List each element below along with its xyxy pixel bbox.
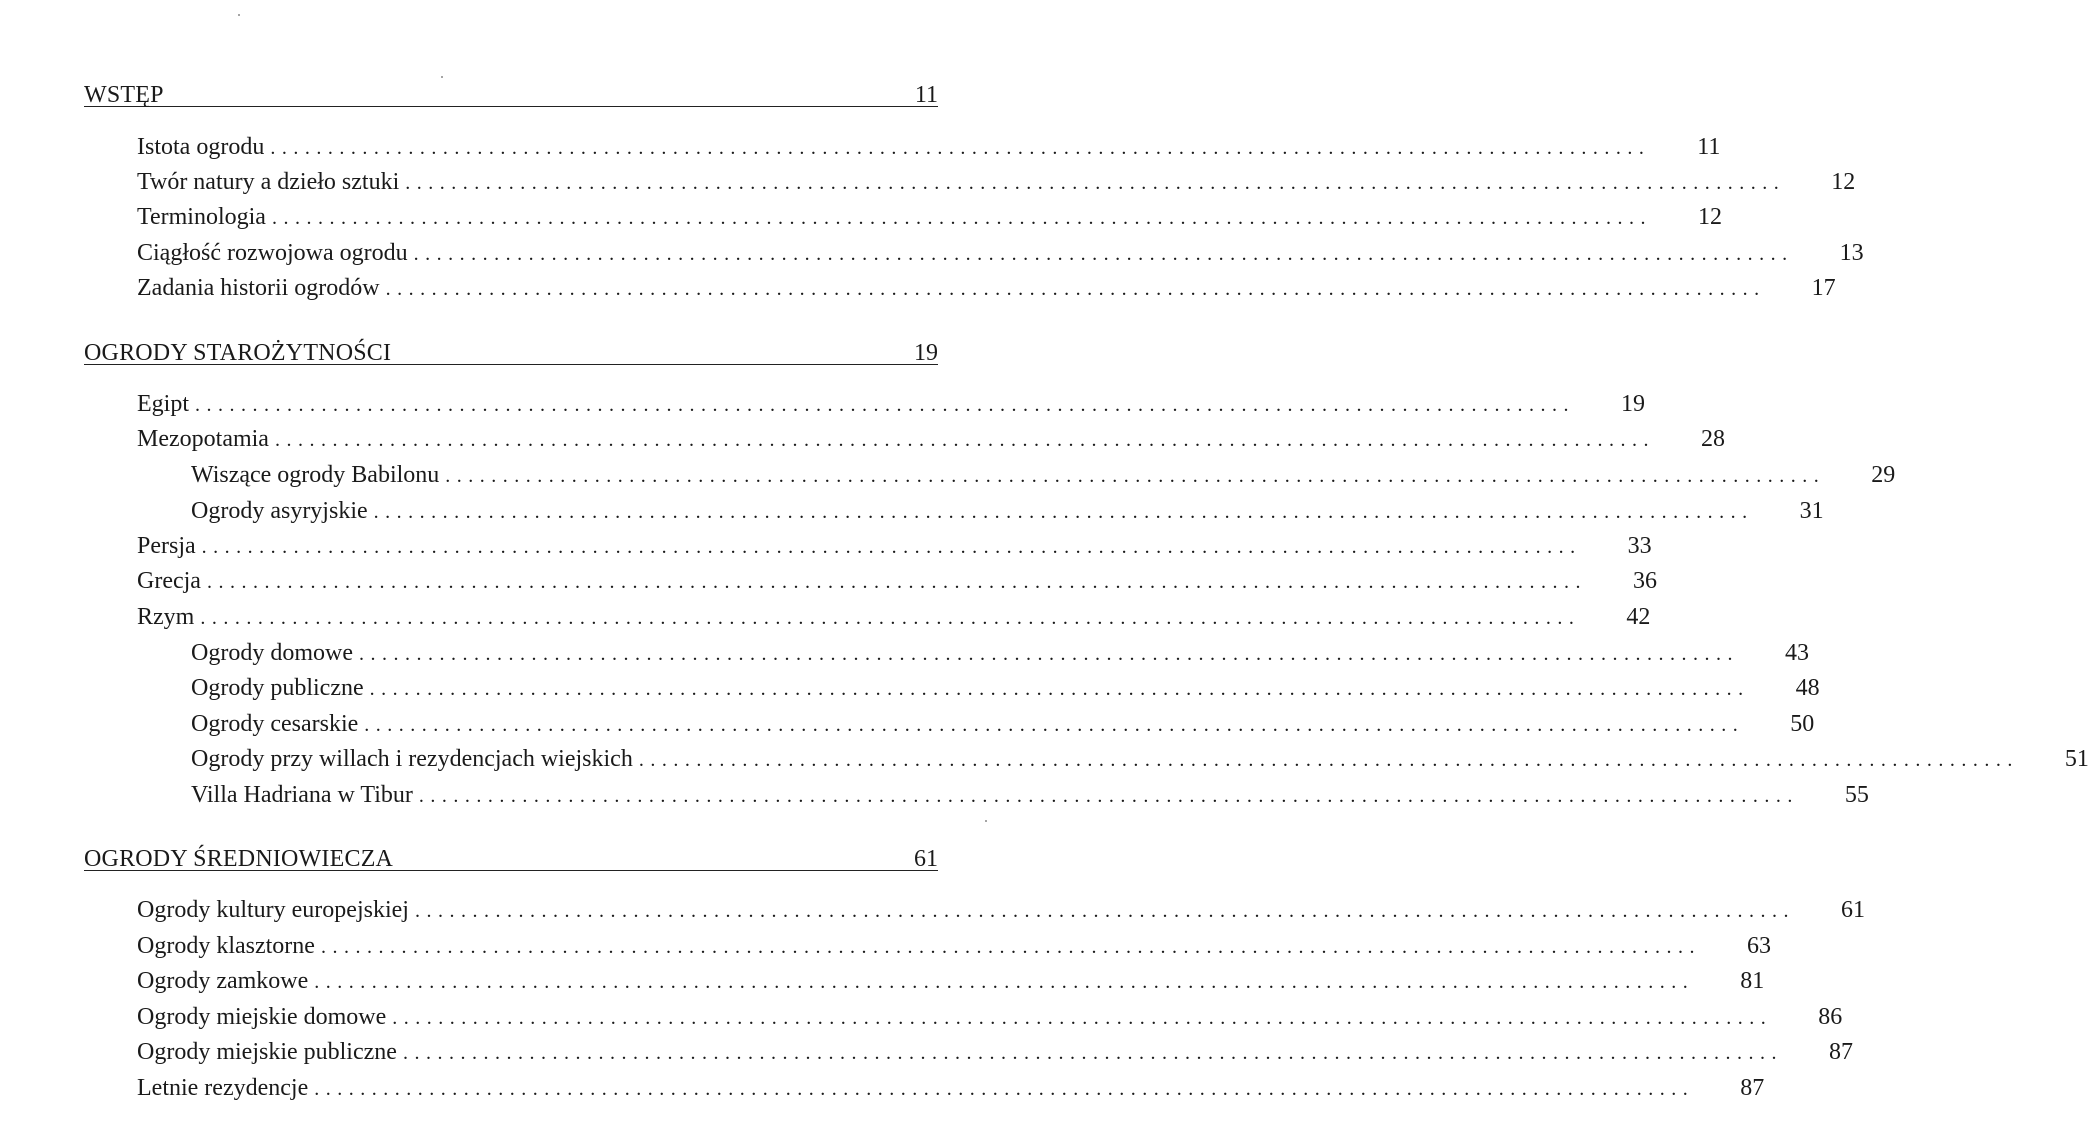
entry-page-number: 33 [1627, 533, 1652, 559]
entry-label: Ogrody asyryjskie [191, 498, 368, 524]
toc-entry [137, 387, 1645, 421]
dot-leader: ........................................................................................................................ [373, 501, 1754, 523]
dot-leader: ........................................................................................................................ [418, 785, 1799, 807]
entry-page-number: 13 [1839, 240, 1864, 266]
entry-label: Mezopotamia [137, 426, 269, 452]
dot-leader: ........................................................................................................................ [206, 571, 1587, 593]
section-page-number: 19 [914, 340, 938, 366]
dot-leader: ........................................................................................................................ [413, 243, 1794, 265]
entry-label: Twór natury a dzieło sztuki [137, 169, 400, 195]
dot-leader: ........................................................................................................................ [392, 1007, 1773, 1029]
section-heading [84, 840, 938, 871]
toc-subentry [191, 494, 1824, 528]
section-heading [84, 334, 938, 365]
toc-entry [137, 893, 1865, 927]
entry-label: Ciągłość rozwojowa ogrodu [137, 240, 408, 266]
section-title: OGRODY ŚREDNIOWIECZA [84, 846, 394, 872]
toc-entry [137, 964, 1765, 998]
toc-entry [137, 564, 1657, 598]
entry-label: Ogrody przy willach i rezydencjach wiejskich [191, 746, 633, 772]
toc-entry [137, 600, 1651, 634]
entry-label: Ogrody cesarskie [191, 711, 359, 737]
entry-label: Wiszące ogrody Babilonu [191, 462, 440, 488]
dot-leader: ........................................................................................................................ [414, 900, 1795, 922]
entry-label: Ogrody publiczne [191, 675, 364, 701]
entry-page-number: 42 [1626, 604, 1651, 630]
entry-label: Letnie rezydencje [137, 1075, 309, 1101]
entry-page-number: 61 [1840, 897, 1865, 923]
dot-leader: ........................................................................................................................ [638, 749, 2019, 771]
toc-entry [137, 236, 1864, 270]
section-heading [84, 76, 938, 107]
toc-entry [137, 1035, 1853, 1069]
entry-label: Zadania historii ogrodów [137, 275, 380, 301]
entry-label: Ogrody kultury europejskiej [137, 897, 409, 923]
scan-speck [238, 14, 240, 16]
dot-leader: ........................................................................................................................ [385, 278, 1766, 300]
entry-label: Villa Hadriana w Tibur [191, 782, 413, 808]
entry-page-number: 87 [1828, 1039, 1853, 1065]
dot-leader: ........................................................................................................................ [195, 394, 1575, 416]
dot-leader: ........................................................................................................................ [445, 465, 1826, 487]
entry-label: Ogrody miejskie publiczne [137, 1039, 397, 1065]
toc-entry [137, 200, 1722, 234]
toc-subentry [191, 671, 1820, 705]
section-title: WSTĘP [84, 82, 164, 108]
section-page-number: 11 [914, 82, 938, 108]
entry-label: Ogrody miejskie domowe [137, 1004, 387, 1030]
dot-leader: ........................................................................................................................ [320, 936, 1701, 958]
dot-leader: ........................................................................................................................ [270, 137, 1651, 159]
scan-speck [985, 820, 987, 822]
toc-subentry [191, 458, 1896, 492]
section-title: OGRODY STAROŻYTNOŚCI [84, 340, 392, 366]
entry-label: Rzym [137, 604, 195, 630]
entry-label: Ogrody domowe [191, 640, 353, 666]
toc-subentry [191, 778, 1869, 812]
dot-leader: ........................................................................................................................ [358, 643, 1739, 665]
entry-page-number: 63 [1746, 933, 1771, 959]
entry-page-number: 55 [1844, 782, 1869, 808]
dot-leader: ........................................................................................................................ [405, 172, 1786, 194]
toc-entry [137, 1071, 1765, 1105]
toc-subentry [191, 742, 2089, 776]
entry-page-number: 43 [1784, 640, 1809, 666]
dot-leader: ........................................................................................................................ [314, 971, 1695, 993]
scan-speck [441, 76, 443, 78]
entry-page-number: 87 [1740, 1075, 1765, 1101]
entry-page-number: 11 [1697, 134, 1721, 160]
entry-label: Grecja [137, 568, 201, 594]
toc-entry [137, 165, 1856, 199]
entry-page-number: 81 [1740, 968, 1765, 994]
dot-leader: ........................................................................................................................ [271, 207, 1652, 229]
toc-entry [137, 1000, 1843, 1034]
dot-leader: ........................................................................................................................ [201, 536, 1582, 558]
toc-entry [137, 130, 1721, 164]
entry-page-number: 31 [1799, 498, 1824, 524]
toc-entry [137, 929, 1771, 963]
entry-label: Ogrody zamkowe [137, 968, 309, 994]
entry-page-number: 29 [1871, 462, 1896, 488]
dot-leader: ........................................................................................................................ [364, 714, 1745, 736]
entry-label: Ogrody klasztorne [137, 933, 315, 959]
entry-page-number: 50 [1790, 711, 1815, 737]
entry-label: Egipt [137, 391, 189, 417]
section-page-number: 61 [914, 846, 938, 872]
entry-page-number: 51 [2064, 746, 2089, 772]
toc-subentry [191, 636, 1809, 670]
toc-entry [137, 271, 1836, 305]
dot-leader: ........................................................................................................................ [200, 607, 1581, 629]
entry-label: Istota ogrodu [137, 134, 265, 160]
entry-label: Terminologia [137, 204, 266, 230]
entry-page-number: 17 [1811, 275, 1836, 301]
entry-page-number: 19 [1621, 391, 1645, 417]
entry-page-number: 28 [1700, 426, 1725, 452]
entry-page-number: 36 [1632, 568, 1657, 594]
dot-leader: ........................................................................................................................ [369, 678, 1750, 700]
toc-entry [137, 422, 1725, 456]
entry-page-number: 12 [1697, 204, 1722, 230]
dot-leader: ........................................................................................................................ [314, 1078, 1695, 1100]
dot-leader: ........................................................................................................................ [274, 429, 1655, 451]
entry-page-number: 48 [1795, 675, 1820, 701]
toc-subentry [191, 707, 1815, 741]
entry-page-number: 12 [1831, 169, 1856, 195]
entry-label: Persja [137, 533, 196, 559]
toc-entry [137, 529, 1652, 563]
dot-leader: ........................................................................................................................ [402, 1042, 1783, 1064]
entry-page-number: 86 [1818, 1004, 1843, 1030]
